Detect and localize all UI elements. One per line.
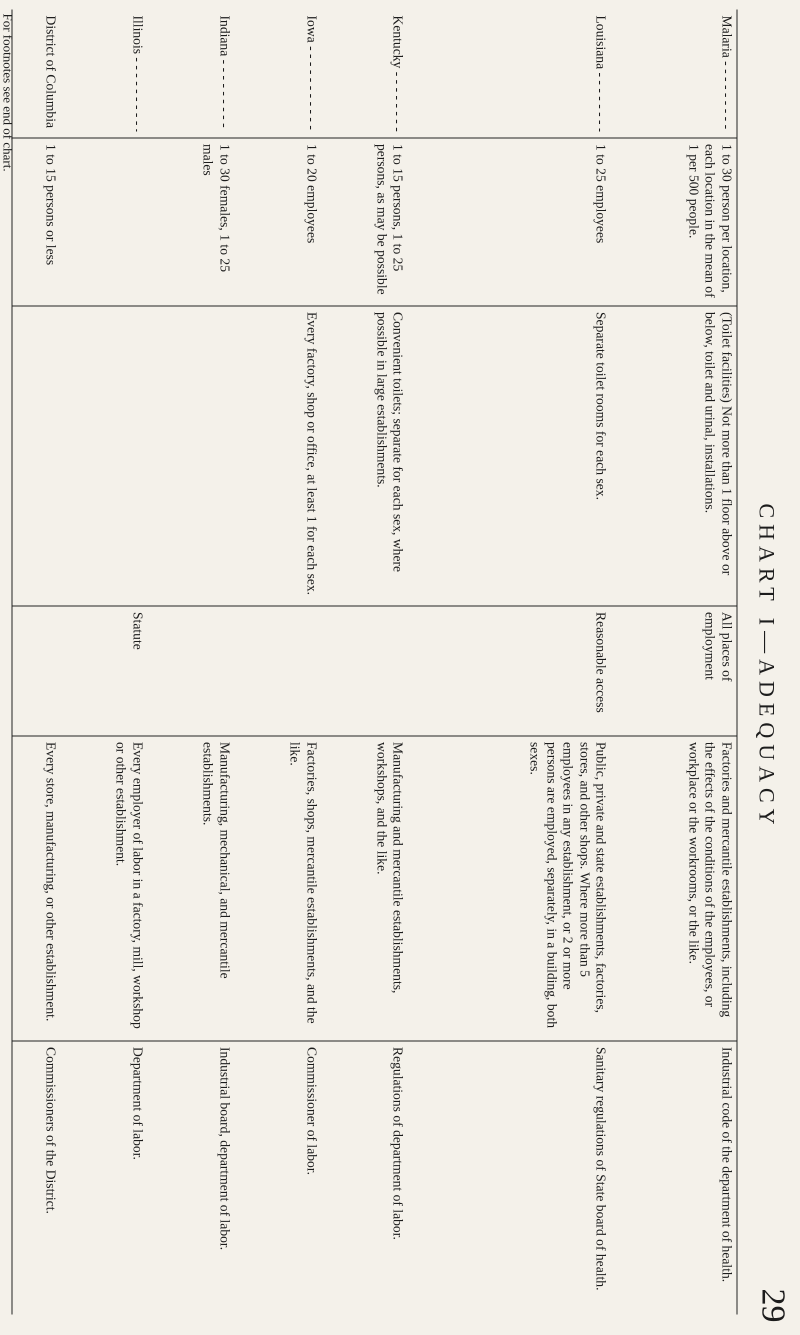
establishments-text: Public, private and state establishments, factories, stores, and other shops. Where more than 5 employees in any establishment, or 2 or more persons are employed, separately, in a building, both sexes. (528, 742, 610, 1029)
state-name: Indiana - - - (216, 16, 233, 132)
scope-text: Statute (130, 612, 146, 651)
authority-text: Industrial code of the department of health. (720, 1047, 735, 1283)
establishments-cell (148, 736, 235, 1041)
establishments-cell (235, 736, 322, 1041)
state-cell (322, 10, 409, 138)
footnote-reference: For footnotes see end of chart. (1, 14, 16, 173)
table-row (611, 10, 737, 1315)
authority-cell (13, 1041, 61, 1315)
authority-text: Industrial board, department of labor. (217, 1047, 233, 1251)
chart-title: CHART I—ADEQUACY (755, 503, 780, 832)
authority-text: Regulations of department of labor. (391, 1047, 407, 1241)
establishments-cell (322, 736, 409, 1041)
adequacy-table (12, 10, 738, 1315)
authority-cell (408, 1041, 611, 1315)
establishments-cell (13, 736, 61, 1041)
state-cell (611, 10, 737, 138)
scope-cell (235, 606, 322, 736)
establishments-cell (408, 736, 611, 1041)
scope-text: All places of employment (703, 612, 735, 682)
establishments-cell (611, 736, 737, 1041)
authority-cell (322, 1041, 409, 1315)
ratio-cell (61, 138, 148, 306)
table-row (13, 10, 61, 1315)
establishments-text: Factories and mercantile establishments, including the effects of the conditions of the employees, or workplace or the workrooms, or the like. (686, 742, 735, 1018)
scope-text: Reasonable access (594, 612, 610, 714)
ratio-text: 1 to 25 employees (594, 144, 610, 244)
establishments-cell (61, 736, 148, 1041)
establishments-text: Every store, manufacturing, or other establishment. (44, 742, 60, 1022)
requirement-cell (408, 306, 611, 606)
scope-cell (61, 606, 148, 736)
state-name: District of Columbia - - - (43, 16, 60, 132)
table-row (61, 10, 148, 1315)
state-name: Iowa - - - (303, 16, 320, 132)
requirement-cell (611, 306, 737, 606)
scope-cell (148, 606, 235, 736)
ratio-text: 1 to 15 persons or less (44, 144, 60, 266)
state-cell (61, 10, 148, 138)
authority-text: Department of labor. (130, 1047, 146, 1161)
ratio-text: 1 to 30 person per location, each location in the mean of 1 per 500 people. (686, 144, 735, 299)
authority-text: Sanitary regulations of State board of health. (594, 1047, 610, 1291)
state-name: Illinois - - - (129, 16, 146, 132)
requirement-cell (61, 306, 148, 606)
state-cell (235, 10, 322, 138)
ratio-cell (322, 138, 409, 306)
ratio-cell (408, 138, 611, 306)
authority-cell (611, 1041, 737, 1315)
ratio-text: 1 to 15 persons, 1 to 25 persons, as may be possible (374, 144, 407, 296)
requirement-cell (13, 306, 61, 606)
state-cell (408, 10, 611, 138)
state-cell (148, 10, 235, 138)
authority-cell (235, 1041, 322, 1315)
requirement-text: Every factory, shop or office, at least 1 for each sex. (304, 312, 320, 596)
ratio-text: 1 to 30 females, 1 to 25 males (201, 144, 233, 273)
ratio-text: 1 to 20 employees (304, 144, 320, 244)
state-name: Louisiana - - - (593, 16, 610, 132)
establishments-text: Manufacturing and mercantile establishments, workshops, and the like. (374, 742, 407, 994)
ratio-cell (13, 138, 61, 306)
table-row (235, 10, 322, 1315)
authority-text: Commissioners of the District. (44, 1047, 60, 1215)
state-name: Malaria - - - (718, 16, 735, 132)
requirement-text: Convenient toilets; separate for each sex, where possible in large establishments. (374, 312, 407, 573)
state-cell (13, 10, 61, 138)
requirement-text: Separate toilet rooms for each sex. (594, 312, 610, 501)
establishments-text: Factories, shops, mercantile establishments, and the like. (287, 742, 320, 1025)
ratio-cell (148, 138, 235, 306)
establishments-text: Manufacturing, mechanical, and mercantile establishments. (201, 742, 233, 980)
page-header (748, 0, 794, 1335)
state-name: Kentucky - - - (390, 16, 407, 132)
scope-cell (408, 606, 611, 736)
scope-cell (13, 606, 61, 736)
ratio-cell (235, 138, 322, 306)
establishments-text: Every employer of labor in a factory, mill, workshop or other establishment. (114, 742, 146, 1030)
scope-cell (322, 606, 409, 736)
requirement-cell (235, 306, 322, 606)
requirement-text: (Toilet facilities) Not more than 1 floor above or below, toilet and urinal, installations. (703, 312, 735, 576)
requirement-cell (322, 306, 409, 606)
requirement-cell (148, 306, 235, 606)
authority-text: Commissioner of labor. (304, 1047, 320, 1176)
scope-cell (611, 606, 737, 736)
authority-cell (148, 1041, 235, 1315)
page-number: 29 (755, 1289, 792, 1323)
table-row (322, 10, 409, 1315)
table-row (148, 10, 235, 1315)
table-row (408, 10, 611, 1315)
ratio-cell (611, 138, 737, 306)
authority-cell (61, 1041, 148, 1315)
